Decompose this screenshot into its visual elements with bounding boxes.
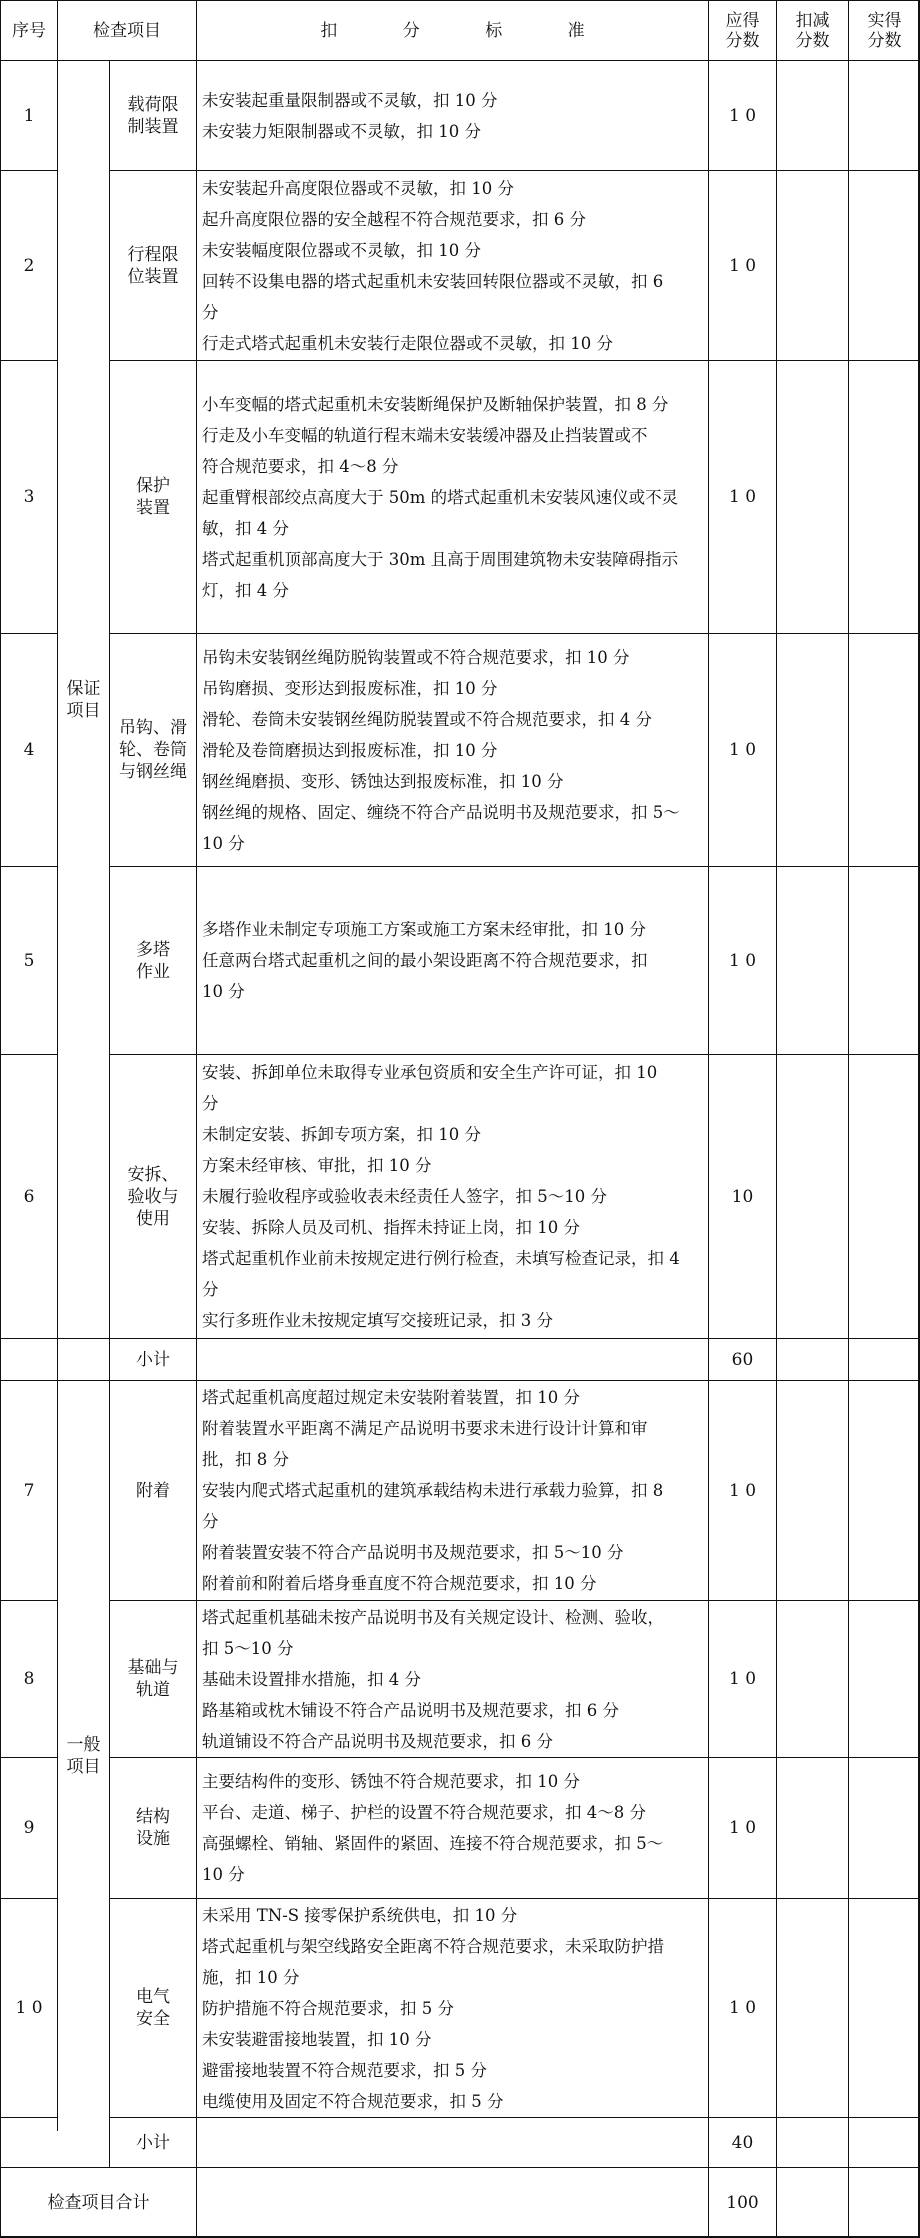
- row-10-score: 1 0: [708, 1898, 776, 2117]
- row-9-seq: 9: [0, 1757, 57, 1898]
- standard-line: 小车变幅的塔式起重机未安装断绳保护及断轴保护装置，扣 8 分: [202, 394, 669, 414]
- standard-line: 行走及小车变幅的轨道行程末端未安装缓冲器及止挡装置或不: [202, 425, 648, 445]
- standard-line: 灯，扣 4 分: [202, 580, 289, 600]
- row-2-item: 行程限位装置: [109, 170, 196, 360]
- subtotal-2-label: 小计: [109, 2117, 196, 2167]
- total-label: 检查项目合计: [0, 2167, 196, 2238]
- header-item: 检查项目: [57, 0, 196, 60]
- row-10-item: 电气安全: [109, 1898, 196, 2117]
- row-3-score: 1 0: [708, 360, 776, 633]
- standard-line: 未安装幅度限位器或不灵敏，扣 10 分: [202, 240, 481, 260]
- standard-line: 任意两台塔式起重机之间的最小架设距离不符合规范要求，扣: [202, 951, 648, 970]
- standard-line: 未采用 TN-S 接零保护系统供电，扣 10 分: [202, 1905, 518, 1925]
- standard-line: 塔式起重机顶部高度大于 30m 且高于周围建筑物未安装障碍指示: [202, 549, 679, 569]
- standard-line: 批，扣 8 分: [202, 1450, 289, 1469]
- subtotal-1-actual: [848, 1338, 920, 1380]
- row-1-deduct: [776, 60, 848, 170]
- standard-line: 钢丝绳磨损、变形、锈蚀达到报废标准，扣 10 分: [202, 771, 564, 791]
- row-6-item: 安拆、验收与使用: [109, 1054, 196, 1338]
- standard-line: 附着装置水平距离不满足产品说明书要求未进行设计计算和审: [202, 1419, 648, 1438]
- standard-line: 方案未经审核、审批，扣 10 分: [202, 1156, 432, 1175]
- total-score: 100: [708, 2167, 776, 2238]
- row-5-standard: [196, 866, 708, 1054]
- subtotal-1-score: 60: [708, 1338, 776, 1380]
- row-8-actual: [848, 1600, 920, 1757]
- row-6-score: 10: [708, 1054, 776, 1338]
- standard-line: 分: [202, 1280, 219, 1299]
- row-10-actual: [848, 1898, 920, 2117]
- standard-line: 路基箱或枕木铺设不符合产品说明书及规范要求，扣 6 分: [202, 1700, 619, 1720]
- row-3-item: 保护装置: [109, 360, 196, 633]
- row-4-seq: 4: [0, 633, 57, 866]
- row-7-standard: [196, 1380, 708, 1600]
- row-3-deduct: [776, 360, 848, 633]
- row-10-seq: 1 0: [0, 1898, 57, 2117]
- row-6-deduct: [776, 1054, 848, 1338]
- row-10-standard: [196, 1898, 708, 2117]
- row-4-actual: [848, 633, 920, 866]
- row-8-score: 1 0: [708, 1600, 776, 1757]
- header-seq: 序号: [0, 0, 57, 60]
- row-4-score: 1 0: [708, 633, 776, 866]
- standard-line: 塔式起重机与架空线路安全距离不符合规范要求，未采取防护措: [202, 1936, 664, 1956]
- row-5-actual: [848, 866, 920, 1054]
- subtotal-2-actual: [848, 2117, 920, 2167]
- header-actual-score: 实得分数: [848, 0, 920, 60]
- standard-line: 10 分: [202, 1865, 245, 1884]
- row-6-actual: [848, 1054, 920, 1338]
- row-9-actual: [848, 1757, 920, 1898]
- group-guarantee: 保证项目: [57, 60, 109, 1338]
- row-4-item: 吊钩、滑轮、卷筒与钢丝绳: [109, 633, 196, 866]
- row-8-deduct: [776, 1600, 848, 1757]
- row-4-standard: [196, 633, 708, 866]
- header-should-score: 应得分数: [708, 0, 776, 60]
- row-10-deduct: [776, 1898, 848, 2117]
- standard-line: 基础未设置排水措施，扣 4 分: [202, 1669, 421, 1689]
- row-7-item: 附着: [109, 1380, 196, 1600]
- standard-line: 行走式塔式起重机未安装行走限位器或不灵敏，扣 10 分: [202, 333, 613, 353]
- standard-line: 附着前和附着后塔身垂直度不符合规范要求，扣 10 分: [202, 1574, 597, 1593]
- row-4-deduct: [776, 633, 848, 866]
- standard-line: 附着装置安装不符合产品说明书及规范要求，扣 5～10 分: [202, 1543, 624, 1562]
- standard-line: 高强螺栓、销轴、紧固件的紧固、连接不符合规范要求，扣 5～: [202, 1834, 664, 1853]
- subtotal-1-deduct: [776, 1338, 848, 1380]
- subtotal-2-score: 40: [708, 2117, 776, 2167]
- total-actual: [848, 2167, 920, 2238]
- standard-line: 敏，扣 4 分: [202, 518, 289, 538]
- standard-line: 避雷接地装置不符合规范要求，扣 5 分: [202, 2060, 487, 2080]
- row-1-seq: 1: [0, 60, 57, 170]
- row-1-actual: [848, 60, 920, 170]
- standard-line: 分: [202, 1512, 219, 1531]
- standard-line: 塔式起重机作业前未按规定进行例行检查，未填写检查记录，扣 4: [202, 1249, 680, 1268]
- row-5-deduct: [776, 866, 848, 1054]
- standard-line: 滑轮及卷筒磨损达到报废标准，扣 10 分: [202, 740, 498, 760]
- standard-line: 吊钩未安装钢丝绳防脱钩装置或不符合规范要求，扣 10 分: [202, 647, 630, 667]
- row-7-deduct: [776, 1380, 848, 1600]
- standard-line: 塔式起重机高度超过规定未安装附着装置，扣 10 分: [202, 1388, 580, 1407]
- subtotal-1-gap: [57, 1338, 109, 1380]
- row-3-seq: 3: [0, 360, 57, 633]
- standard-line: 回转不设集电器的塔式起重机未安装回转限位器或不灵敏，扣 6: [202, 271, 664, 291]
- total-deduct: [776, 2167, 848, 2238]
- row-2-deduct: [776, 170, 848, 360]
- subtotal-1-seq: [0, 1338, 57, 1380]
- row-3-actual: [848, 360, 920, 633]
- row-2-actual: [848, 170, 920, 360]
- standard-line: 未制定安装、拆卸专项方案，扣 10 分: [202, 1125, 481, 1144]
- standard-line: 安装内爬式塔式起重机的建筑承载结构未进行承载力验算，扣 8: [202, 1481, 664, 1500]
- header-deduct-score: 扣减分数: [776, 0, 848, 60]
- standard-line: 10 分: [202, 982, 245, 1001]
- row-9-deduct: [776, 1757, 848, 1898]
- header-standard: 扣 分 标 准: [196, 0, 708, 60]
- standard-line: 钢丝绳的规格、固定、缠绕不符合产品说明书及规范要求，扣 5～: [202, 802, 680, 822]
- standard-line: 未安装起重量限制器或不灵敏，扣 10 分: [202, 90, 498, 110]
- row-2-score: 1 0: [708, 170, 776, 360]
- row-3-standard: [196, 360, 708, 633]
- row-1-item: 载荷限制装置: [109, 60, 196, 170]
- row-8-seq: 8: [0, 1600, 57, 1757]
- standard-line: 多塔作业未制定专项施工方案或施工方案未经审批，扣 10 分: [202, 920, 646, 939]
- standard-line: 主要结构件的变形、锈蚀不符合规范要求，扣 10 分: [202, 1772, 580, 1791]
- standard-line: 吊钩磨损、变形达到报废标准，扣 10 分: [202, 678, 498, 698]
- standard-line: 扣 5～10 分: [202, 1638, 294, 1658]
- row-8-item: 基础与轨道: [109, 1600, 196, 1757]
- standard-line: 10 分: [202, 833, 245, 853]
- row-5-item: 多塔作业: [109, 866, 196, 1054]
- standard-line: 平台、走道、梯子、护栏的设置不符合规范要求，扣 4～8 分: [202, 1803, 646, 1822]
- row-9-item: 结构设施: [109, 1757, 196, 1898]
- group-general: 一般项目: [57, 1380, 109, 2131]
- standard-line: 施，扣 10 分: [202, 1967, 300, 1987]
- standard-line: 分: [202, 302, 219, 322]
- row-2-seq: 2: [0, 170, 57, 360]
- standard-line: 未安装起升高度限位器或不灵敏，扣 10 分: [202, 178, 514, 198]
- subtotal-2-standard: [196, 2117, 708, 2167]
- standard-line: 电缆使用及固定不符合规范要求，扣 5 分: [202, 2091, 504, 2111]
- subtotal-1-standard: [196, 1338, 708, 1380]
- subtotal-1-label: 小计: [109, 1338, 196, 1380]
- standard-line: 安装、拆除人员及司机、指挥未持证上岗，扣 10 分: [202, 1218, 580, 1237]
- standard-line: 分: [202, 1094, 219, 1113]
- row-7-actual: [848, 1380, 920, 1600]
- row-6-standard: [196, 1054, 708, 1338]
- row-1-score: 1 0: [708, 60, 776, 170]
- row-7-score: 1 0: [708, 1380, 776, 1600]
- total-standard: [196, 2167, 708, 2238]
- row-6-seq: 6: [0, 1054, 57, 1338]
- row-7-seq: 7: [0, 1380, 57, 1600]
- standard-line: 起重臂根部绞点高度大于 50m 的塔式起重机未安装风速仪或不灵: [202, 487, 679, 507]
- row-9-standard: [196, 1757, 708, 1898]
- standard-line: 塔式起重机基础未按产品说明书及有关规定设计、检测、验收，: [202, 1607, 664, 1627]
- row-5-score: 1 0: [708, 866, 776, 1054]
- standard-line: 实行多班作业未按规定填写交接班记录，扣 3 分: [202, 1311, 553, 1330]
- subtotal-2-deduct: [776, 2117, 848, 2167]
- subtotal-2-seq: [0, 2117, 57, 2167]
- standard-line: 符合规范要求，扣 4～8 分: [202, 456, 399, 476]
- row-5-seq: 5: [0, 866, 57, 1054]
- standard-line: 未履行验收程序或验收表未经责任人签字，扣 5～10 分: [202, 1187, 607, 1206]
- standard-line: 起升高度限位器的安全越程不符合规范要求，扣 6 分: [202, 209, 586, 229]
- standard-line: 未安装力矩限制器或不灵敏，扣 10 分: [202, 121, 481, 141]
- standard-line: 防护措施不符合规范要求，扣 5 分: [202, 1998, 454, 2018]
- standard-line: 滑轮、卷筒未安装钢丝绳防脱装置或不符合规范要求，扣 4 分: [202, 709, 652, 729]
- row-2-standard: [196, 170, 708, 360]
- standard-line: 轨道铺设不符合产品说明书及规范要求，扣 6 分: [202, 1731, 553, 1751]
- row-9-score: 1 0: [708, 1757, 776, 1898]
- standard-line: 未安装避雷接地装置，扣 10 分: [202, 2029, 432, 2049]
- row-8-standard: [196, 1600, 708, 1757]
- standard-line: 安装、拆卸单位未取得专业承包资质和安全生产许可证，扣 10: [202, 1063, 658, 1082]
- row-1-standard: [196, 60, 708, 170]
